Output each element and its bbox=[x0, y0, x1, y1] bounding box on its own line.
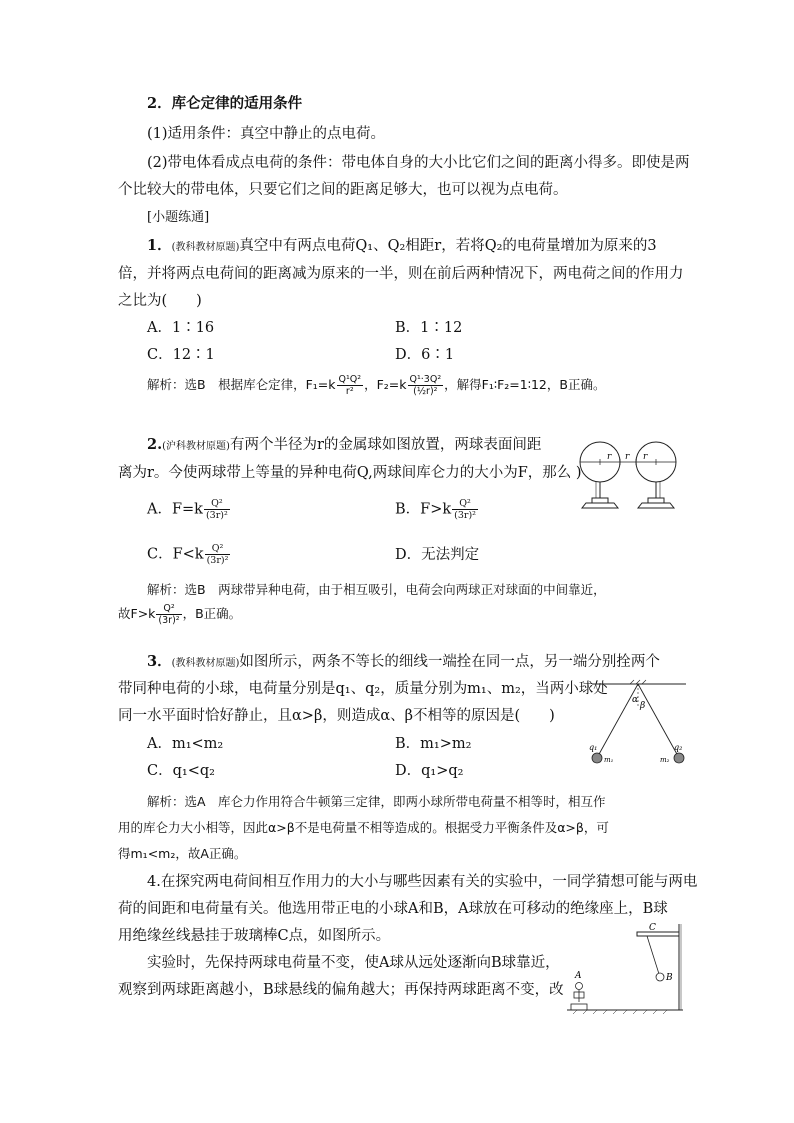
radius-label-left: r bbox=[607, 452, 612, 462]
condition-1: (1)适用条件：真空中静止的点电荷。 bbox=[147, 126, 386, 142]
q4-line-5: 观察到两球距离越小，B球悬线的偏角越大；再保持两球距离不变，改 bbox=[118, 982, 564, 998]
q1-line-2: 倍，并将两点电荷间的距离减为原来的一半，则在前后两种情况下，两电荷之间的作用力 bbox=[118, 266, 684, 282]
q1-analysis bbox=[147, 374, 605, 397]
q2-number: 2. bbox=[147, 436, 163, 453]
condition-2-line-1: (2)带电体看成点电荷的条件：带电体自身的大小比它们之间的距离小得多。即使是两 bbox=[147, 155, 690, 171]
distance-label: r bbox=[625, 452, 630, 462]
q1-analysis-suffix: ，解得F₁∶F₂=1∶12，B正确。 bbox=[444, 377, 606, 392]
ground-hatching bbox=[573, 1010, 667, 1014]
frac-numerator: Q² bbox=[452, 498, 478, 510]
q2-analysis-fraction bbox=[156, 603, 181, 626]
q1-f2-fraction bbox=[408, 374, 444, 397]
ball-b bbox=[656, 973, 664, 981]
frac-numerator: Q² bbox=[156, 603, 181, 615]
q3-line-2: 带同种电荷的小球，电荷量分别是q₁、q₂，质量分别为m₁、m₂，当两小球处 bbox=[118, 681, 608, 697]
q2-source: (沪科教材原题) bbox=[162, 441, 230, 452]
q3-analysis-line-1: 解析：选A 库仑力作用符合牛顿第三定律，即两小球所带电荷量不相等时，相互作 bbox=[147, 794, 606, 809]
q3-analysis-line-3: 得m₁<m₂，故A正确。 bbox=[118, 846, 247, 861]
q1-line-3: 之比为( ) bbox=[118, 293, 202, 309]
frac-numerator: Q² bbox=[205, 543, 231, 555]
label-b: B bbox=[666, 973, 673, 983]
label-a: A bbox=[575, 971, 582, 981]
frac-numerator: Q² bbox=[204, 498, 230, 510]
q2-text: 有两个半径为r的金属球如图放置，两球表面间距 bbox=[229, 437, 542, 453]
q1-source: (教科教材原题) bbox=[171, 242, 240, 253]
q3-option-a: A．m₁<m₂ bbox=[147, 736, 224, 752]
q2-line-2-end: ) bbox=[575, 465, 582, 481]
q1-f2-denominator: (½r)² bbox=[413, 386, 438, 397]
q3-text: 如图所示，两条不等长的细线一端拴在同一点，另一端分别拴两个 bbox=[239, 654, 660, 670]
q2-analysis-line-2 bbox=[118, 603, 241, 626]
q1-f2-numerator: Q¹·3Q² bbox=[409, 374, 442, 385]
q2-option-a-fraction bbox=[204, 498, 230, 521]
q2-line-1 bbox=[147, 435, 541, 457]
q2-option-d: D．无法判定 bbox=[395, 547, 480, 563]
q1-f1-fraction bbox=[337, 374, 364, 397]
q2-option-b-fraction bbox=[452, 498, 478, 521]
q3-number: 3． bbox=[147, 653, 172, 670]
q1-option-b: B．1∶12 bbox=[395, 320, 463, 336]
insulating-stand bbox=[571, 983, 587, 1011]
right-sphere bbox=[636, 442, 676, 508]
q1-line-1 bbox=[147, 236, 657, 258]
pendulum-figure bbox=[586, 680, 688, 766]
left-sphere bbox=[580, 442, 620, 508]
q2-option-a-text: A．F=k bbox=[147, 501, 203, 518]
b-thread bbox=[647, 936, 659, 974]
q2-option-a bbox=[147, 498, 231, 521]
q3-option-d: D．q₁>q₂ bbox=[395, 763, 464, 779]
q1-option-c: C．12∶1 bbox=[147, 347, 215, 363]
q2-analysis-line-1: 解析：选B 两球带异种电荷，由于相互吸引，电荷会向两球正对球面的中间靠近， bbox=[147, 582, 606, 597]
frac-denominator: (3r)² bbox=[158, 615, 180, 626]
q2-option-c-text: C．F<k bbox=[147, 546, 204, 563]
q1-number: 1． bbox=[147, 237, 172, 254]
practice-heading: [小题练通] bbox=[147, 210, 210, 225]
q2-analysis-prefix: 故F>k bbox=[118, 606, 156, 621]
frame bbox=[567, 924, 683, 1010]
q4-line-3: 用绝缘丝线悬挂于玻璃棒C点，如图所示。 bbox=[118, 928, 391, 944]
m2-label: m₂ bbox=[660, 756, 670, 764]
beta-label: β bbox=[640, 701, 646, 711]
radius-label-right: r bbox=[643, 452, 648, 462]
q1-analysis-prefix: 解析：选B 根据库仑定律，F₁=k bbox=[147, 377, 336, 392]
q1-analysis-mid: ，F₂=k bbox=[364, 377, 407, 392]
right-thread bbox=[638, 684, 678, 756]
right-ball bbox=[674, 753, 684, 763]
q4-line-1: 4.在探究两电荷间相互作用力的大小与哪些因素有关的实验中，一同学猜想可能与两电 bbox=[147, 874, 698, 890]
q1-label: q₁ bbox=[589, 743, 598, 752]
q3-analysis-line-2: 用的库仑力大小相等，因此α>β不是电荷量不相等造成的。根据受力平衡条件及α>β，可 bbox=[118, 820, 609, 835]
label-c: C bbox=[649, 923, 656, 933]
q1-option-a: A．1∶16 bbox=[147, 320, 215, 336]
q2-option-b bbox=[395, 498, 479, 521]
two-spheres-figure bbox=[572, 434, 684, 514]
q3-source: (教科教材原题) bbox=[171, 658, 240, 669]
q1-f1-denominator: r² bbox=[345, 386, 354, 397]
q4-line-4: 实验时，先保持两球电荷量不变，使A球从远处逐渐向B球靠近， bbox=[147, 955, 560, 971]
q3-line-1 bbox=[147, 652, 660, 674]
condition-2-line-2: 个比较大的带电体，只要它们之间的距离足够大，也可以视为点电荷。 bbox=[118, 182, 568, 198]
section-title: 2．库仑定律的适用条件 bbox=[147, 95, 303, 112]
q4-line-2: 荷的间距和电荷量有关。他选用带正电的小球A和B，A球放在可移动的绝缘座上，B球 bbox=[118, 901, 668, 917]
q2-line-2 bbox=[118, 463, 582, 483]
frac-denominator: (3r)² bbox=[205, 510, 228, 521]
q3-line-3: 同一水平面时恰好静止，且α>β，则造成α、β不相等的原因是( ) bbox=[118, 708, 555, 724]
q2-option-c-fraction bbox=[205, 543, 231, 566]
q3-option-b: B．m₁>m₂ bbox=[395, 736, 472, 752]
q2-option-b-text: B．F>k bbox=[395, 501, 452, 518]
alpha-label: α bbox=[632, 695, 639, 705]
m1-label: m₁ bbox=[604, 756, 614, 764]
q2-line-2-text: 离为r。今使两球带上等量的异种电荷Q,两球间库仑力的大小为F，那么 bbox=[118, 465, 572, 481]
left-ball bbox=[592, 753, 602, 763]
q1-option-d: D．6∶1 bbox=[395, 347, 455, 363]
frac-denominator: (3r)² bbox=[206, 555, 229, 566]
q3-option-c: C．q₁<q₂ bbox=[147, 763, 215, 779]
frac-denominator: (3r)² bbox=[454, 510, 476, 521]
ceiling bbox=[592, 680, 686, 684]
apparatus-figure bbox=[563, 920, 687, 1016]
q2-label: q₂ bbox=[674, 743, 683, 752]
q2-analysis-suffix: ，B正确。 bbox=[182, 606, 242, 621]
q1-text: 真空中有两点电荷Q₁、Q₂相距r，若将Q₂的电荷量增加为原来的3 bbox=[239, 238, 657, 254]
q1-f1-numerator: Q¹Q² bbox=[338, 374, 362, 385]
q2-option-c bbox=[147, 543, 231, 566]
